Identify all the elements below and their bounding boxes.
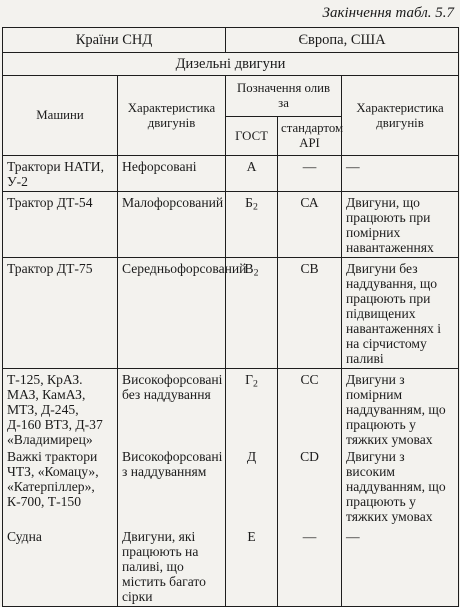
- col-engine-char-right-header: Характеристика двигунів: [342, 76, 459, 156]
- gost-letter: А: [246, 159, 257, 174]
- gost-cell: [226, 369, 278, 450]
- machines-cell: Важкі трактори ЧТЗ, «Комацу», «Катерпіллер», К-700, Т-150: [3, 449, 118, 526]
- engine-cell: Нефорсовані: [118, 156, 226, 192]
- col-api-header: стандартом API: [278, 117, 342, 156]
- section-header-row: [3, 53, 459, 76]
- api-cell: СС: [278, 369, 342, 450]
- oil-classification-table: [2, 27, 459, 607]
- engine-cell: Високофорсовані з наддуванням: [118, 449, 226, 526]
- gost-subscript: 2: [252, 201, 258, 213]
- machines-cell: Трактор ДТ-54: [3, 192, 118, 258]
- api-cell: СА: [278, 192, 342, 258]
- engine-eu-cell: Двигуни без наддування, що працюють при підвищених навантаженнях і на сірчистому паливі: [342, 258, 459, 369]
- engine-cell: Двигуни, які працюють на паливі, що містить багато сірки: [118, 526, 226, 607]
- region-right-header: Європа, США: [226, 28, 459, 53]
- region-left-header: Країни СНД: [3, 28, 226, 53]
- gost-letter: Е: [247, 529, 256, 544]
- api-cell: —: [278, 526, 342, 607]
- col-engine-char-left-header: Характеристика двигунів: [118, 76, 226, 156]
- gost-letter: В: [244, 261, 254, 276]
- gost-cell: [226, 526, 278, 607]
- engine-eu-cell: Двигуни з помірним наддуванням, що працюють у тяжких умовах: [342, 369, 459, 450]
- gost-letter: Д: [246, 449, 257, 464]
- gost-subscript: 2: [253, 378, 258, 390]
- machines-cell: Трактори НАТИ, У-2: [3, 156, 118, 192]
- table-row: [3, 258, 459, 369]
- table-row: [3, 526, 459, 607]
- gost-subscript: 2: [253, 267, 259, 279]
- col-gost-header: ГОСТ: [226, 117, 278, 156]
- machines-cell: Судна: [3, 526, 118, 607]
- api-cell: —: [278, 156, 342, 192]
- table-row: [3, 449, 459, 526]
- machines-cell: Трактор ДТ-75: [3, 258, 118, 369]
- gost-cell: [226, 192, 278, 258]
- engine-eu-cell: Двигуни, що працюють при помірних навантаженнях: [342, 192, 459, 258]
- gost-letter: Г: [245, 372, 253, 387]
- engine-cell: Середньофорсований: [118, 258, 226, 369]
- region-header-row: [3, 28, 459, 53]
- machines-cell: Т-125, КрАЗ. МАЗ, КамАЗ, МТЗ, Д-245, Д-160 ВТЗ, Д-37 «Владимирец»: [3, 369, 118, 450]
- col-machines-header: Машини: [3, 76, 118, 156]
- gost-cell: [226, 156, 278, 192]
- caption-text: Закінчення табл. 5.7: [322, 5, 454, 21]
- column-header-row-1: [3, 76, 459, 117]
- table-row: [3, 192, 459, 258]
- engine-eu-cell: —: [342, 526, 459, 607]
- table-row: [3, 156, 459, 192]
- table-caption: [323, 5, 454, 22]
- engine-eu-cell: —: [342, 156, 459, 192]
- engine-cell: Високофорсовані без наддування: [118, 369, 226, 450]
- gost-cell: [226, 449, 278, 526]
- engine-eu-cell: Двигуни з високим наддуванням, що працюють у тяжких умовах: [342, 449, 459, 526]
- api-cell: CD: [278, 449, 342, 526]
- col-oil-designation-header: Позначення олив за: [226, 76, 342, 117]
- table-row: [3, 369, 459, 450]
- engine-cell: Малофорсований: [118, 192, 226, 258]
- gost-letter: Б: [245, 195, 253, 210]
- table-body: [3, 156, 459, 607]
- section-header: Дизельні двигуни: [3, 53, 459, 76]
- api-cell: СВ: [278, 258, 342, 369]
